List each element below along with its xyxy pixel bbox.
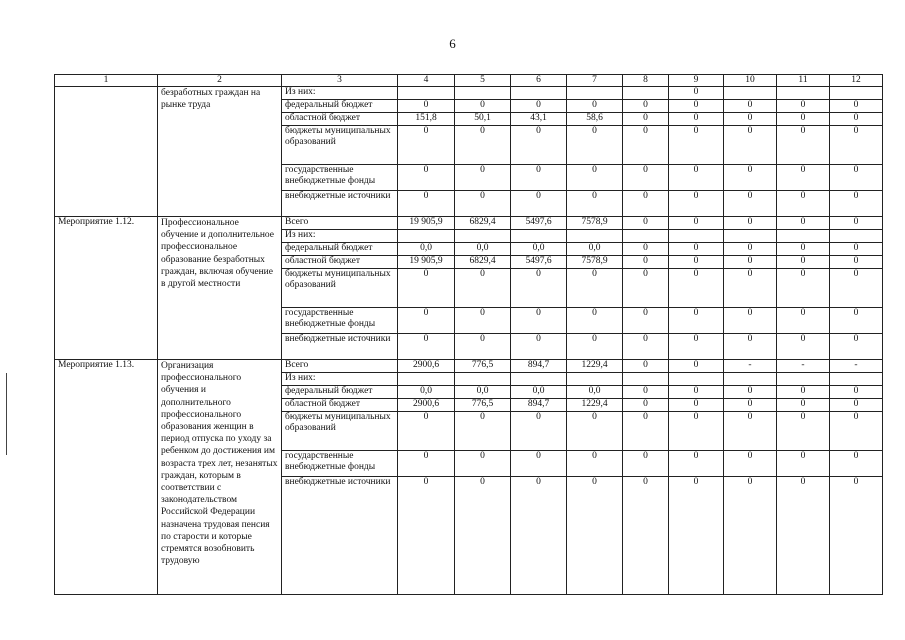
value-cell: 5497,6 [511, 256, 567, 269]
value-cell [455, 230, 511, 243]
value-cell: 0 [724, 399, 777, 412]
value-cell: 0 [777, 451, 830, 477]
value-cell: 0 [724, 477, 777, 595]
value-cell: 0 [669, 256, 724, 269]
value-cell: 58,6 [567, 113, 623, 126]
table-row [55, 87, 883, 100]
value-cell [567, 230, 623, 243]
funding-source-cell: бюджеты муниципальных образований [282, 269, 398, 308]
value-cell [511, 373, 567, 386]
header-cell: 2 [158, 75, 282, 87]
budget-table [54, 74, 883, 595]
value-cell: 0 [830, 477, 883, 595]
measure-title-cell: Профессиональное обучение и дополнительное профессиональное образование безработных граждан, включая обучение в другой местности [158, 217, 282, 360]
value-cell [724, 87, 777, 100]
value-cell: 0 [455, 412, 511, 451]
value-cell: 0 [567, 477, 623, 595]
value-cell: 0 [669, 334, 724, 360]
value-cell [567, 87, 623, 100]
value-cell: 0 [777, 100, 830, 113]
value-cell: 0 [724, 113, 777, 126]
value-cell: 6829,4 [455, 256, 511, 269]
measure-title-cell: Организация профессионального обучения и дополнительного профессионального образования женщин в период отпуска по уходу за ребенком до достижения им возраста трех лет, незанятых граждан, которым в соответствии с законодательством Российской Федерации назначена трудовая пенсия по старости и которые стремятся возобновить трудовую [158, 360, 282, 595]
value-cell: 0 [777, 308, 830, 334]
measure-id-cell [55, 87, 158, 217]
value-cell: 0 [623, 100, 669, 113]
value-cell: 0 [511, 126, 567, 165]
value-cell: 0,0 [511, 386, 567, 399]
value-cell: 0 [777, 412, 830, 451]
value-cell: 0 [511, 308, 567, 334]
value-cell: 0 [398, 100, 455, 113]
value-cell [777, 373, 830, 386]
value-cell: 6829,4 [455, 217, 511, 230]
header-cell: 3 [282, 75, 398, 87]
value-cell: 0 [669, 412, 724, 451]
value-cell: 0 [623, 243, 669, 256]
value-cell: 0 [567, 451, 623, 477]
value-cell: 0 [455, 308, 511, 334]
value-cell: 0 [567, 412, 623, 451]
funding-source-cell: внебюджетные источники [282, 191, 398, 217]
value-cell: 50,1 [455, 113, 511, 126]
value-cell: 0 [455, 191, 511, 217]
value-cell: 0 [511, 100, 567, 113]
value-cell: 776,5 [455, 360, 511, 373]
value-cell: 0 [830, 386, 883, 399]
value-cell: 0 [511, 165, 567, 191]
value-cell: 0 [777, 113, 830, 126]
value-cell [511, 230, 567, 243]
header-cell: 8 [623, 75, 669, 87]
header-cell: 11 [777, 75, 830, 87]
funding-source-cell: федеральный бюджет [282, 243, 398, 256]
value-cell: 0 [623, 191, 669, 217]
value-cell: 0 [567, 269, 623, 308]
value-cell: 0 [777, 269, 830, 308]
value-cell: 0 [777, 399, 830, 412]
value-cell: 0 [830, 100, 883, 113]
value-cell: 0 [724, 165, 777, 191]
value-cell: 0 [830, 412, 883, 451]
value-cell [567, 373, 623, 386]
value-cell [623, 373, 669, 386]
value-cell: 0 [830, 334, 883, 360]
value-cell: 0,0 [511, 243, 567, 256]
value-cell [511, 87, 567, 100]
funding-source-cell: внебюджетные источники [282, 477, 398, 595]
value-cell: 0 [830, 126, 883, 165]
value-cell: 0 [511, 477, 567, 595]
value-cell: 0 [724, 269, 777, 308]
value-cell: 0 [724, 243, 777, 256]
value-cell: 0 [669, 360, 724, 373]
margin-line [6, 373, 7, 455]
value-cell: 0 [724, 386, 777, 399]
value-cell [669, 230, 724, 243]
value-cell: - [724, 360, 777, 373]
value-cell: 0 [724, 412, 777, 451]
value-cell: 0 [398, 165, 455, 191]
value-cell: 0 [398, 269, 455, 308]
value-cell: 0 [669, 451, 724, 477]
value-cell: 0 [724, 308, 777, 334]
value-cell: 0 [511, 412, 567, 451]
value-cell: 0 [669, 113, 724, 126]
value-cell: 0 [623, 360, 669, 373]
value-cell: 0 [830, 256, 883, 269]
value-cell: 0 [724, 451, 777, 477]
value-cell: 0 [777, 243, 830, 256]
value-cell: 0 [669, 191, 724, 217]
value-cell: - [777, 360, 830, 373]
value-cell: 0 [669, 126, 724, 165]
value-cell: 0 [669, 243, 724, 256]
value-cell [724, 230, 777, 243]
value-cell [830, 230, 883, 243]
value-cell: 0 [623, 412, 669, 451]
value-cell: 7578,9 [567, 217, 623, 230]
measure-id-cell: Мероприятие 1.13. [55, 360, 158, 595]
value-cell [398, 373, 455, 386]
header-cell: 9 [669, 75, 724, 87]
value-cell: 0 [777, 191, 830, 217]
value-cell: 0 [623, 256, 669, 269]
value-cell [455, 87, 511, 100]
funding-source-cell: Из них: [282, 373, 398, 386]
value-cell: 43,1 [511, 113, 567, 126]
value-cell: 0 [623, 308, 669, 334]
funding-source-cell: областной бюджет [282, 113, 398, 126]
value-cell [777, 230, 830, 243]
value-cell: 0 [669, 399, 724, 412]
value-cell: 1229,4 [567, 360, 623, 373]
value-cell [398, 87, 455, 100]
value-cell [669, 373, 724, 386]
funding-source-cell: областной бюджет [282, 256, 398, 269]
value-cell: 0 [830, 399, 883, 412]
value-cell: 0 [455, 269, 511, 308]
value-cell [830, 373, 883, 386]
value-cell: 19 905,9 [398, 256, 455, 269]
value-cell: 0 [830, 451, 883, 477]
value-cell: 0 [623, 126, 669, 165]
value-cell: 0 [669, 165, 724, 191]
value-cell: 0 [669, 386, 724, 399]
value-cell: 0 [455, 100, 511, 113]
value-cell: 0,0 [455, 386, 511, 399]
value-cell: 0 [830, 243, 883, 256]
value-cell: 5497,6 [511, 217, 567, 230]
funding-source-cell: областной бюджет [282, 399, 398, 412]
value-cell: 19 905,9 [398, 217, 455, 230]
funding-source-cell: государственные внебюджетные фонды [282, 165, 398, 191]
value-cell: 0 [398, 334, 455, 360]
funding-source-cell: бюджеты муниципальных образований [282, 412, 398, 451]
value-cell [623, 230, 669, 243]
funding-source-cell: Из них: [282, 87, 398, 100]
value-cell: 0,0 [567, 386, 623, 399]
value-cell: 1229,4 [567, 399, 623, 412]
value-cell: 0 [777, 334, 830, 360]
funding-source-cell: Всего [282, 360, 398, 373]
value-cell: 0 [669, 477, 724, 595]
value-cell: 0 [398, 308, 455, 334]
value-cell: 0 [830, 165, 883, 191]
value-cell: 0 [398, 477, 455, 595]
value-cell: 0 [669, 269, 724, 308]
value-cell: 0 [623, 334, 669, 360]
value-cell: 0,0 [567, 243, 623, 256]
value-cell: 0 [724, 100, 777, 113]
value-cell: 0,0 [455, 243, 511, 256]
value-cell: 0 [724, 334, 777, 360]
value-cell [398, 230, 455, 243]
value-cell: 0 [669, 308, 724, 334]
value-cell: 894,7 [511, 360, 567, 373]
value-cell: 0 [623, 386, 669, 399]
header-cell: 1 [55, 75, 158, 87]
value-cell: 2900,6 [398, 399, 455, 412]
header-cell: 6 [511, 75, 567, 87]
value-cell: 0 [567, 308, 623, 334]
header-cell: 10 [724, 75, 777, 87]
funding-source-cell: федеральный бюджет [282, 386, 398, 399]
value-cell: 894,7 [511, 399, 567, 412]
header-cell: 4 [398, 75, 455, 87]
funding-source-cell: бюджеты муниципальных образований [282, 126, 398, 165]
value-cell: 0 [511, 334, 567, 360]
value-cell: 0 [623, 269, 669, 308]
header-cell: 7 [567, 75, 623, 87]
value-cell: 0 [777, 386, 830, 399]
value-cell: 0 [777, 477, 830, 595]
value-cell: 0 [724, 126, 777, 165]
funding-source-cell: федеральный бюджет [282, 100, 398, 113]
value-cell: 0 [623, 165, 669, 191]
measure-title-cell: безработных граждан на рынке труда [158, 87, 282, 217]
value-cell: 0,0 [398, 243, 455, 256]
value-cell: 0 [398, 412, 455, 451]
value-cell: - [830, 360, 883, 373]
measure-id-cell: Мероприятие 1.12. [55, 217, 158, 360]
value-cell: 0 [777, 217, 830, 230]
table-row [55, 360, 883, 373]
value-cell: 0 [567, 191, 623, 217]
value-cell: 2900,6 [398, 360, 455, 373]
header-cell: 12 [830, 75, 883, 87]
value-cell [455, 373, 511, 386]
header-row [55, 75, 883, 87]
funding-source-cell: государственные внебюджетные фонды [282, 308, 398, 334]
value-cell: 0 [567, 100, 623, 113]
value-cell [623, 87, 669, 100]
value-cell: 0 [623, 451, 669, 477]
funding-source-cell: внебюджетные источники [282, 334, 398, 360]
value-cell: 0 [669, 217, 724, 230]
value-cell: 0,0 [398, 386, 455, 399]
value-cell: 0 [777, 256, 830, 269]
value-cell: 0 [455, 334, 511, 360]
value-cell: 0 [511, 191, 567, 217]
funding-source-cell: государственные внебюджетные фонды [282, 451, 398, 477]
funding-source-cell: Из них: [282, 230, 398, 243]
value-cell [777, 87, 830, 100]
value-cell: 0 [455, 126, 511, 165]
value-cell: 0 [830, 217, 883, 230]
table-row [55, 217, 883, 230]
funding-source-cell: Всего [282, 217, 398, 230]
value-cell: 0 [830, 191, 883, 217]
value-cell: 0 [830, 113, 883, 126]
page-number: 6 [449, 36, 456, 51]
value-cell: 0 [777, 165, 830, 191]
value-cell: 0 [511, 451, 567, 477]
value-cell: 0 [669, 87, 724, 100]
value-cell: 0 [724, 217, 777, 230]
value-cell: 0 [567, 334, 623, 360]
value-cell: 0 [830, 269, 883, 308]
value-cell: 0 [724, 256, 777, 269]
value-cell: 0 [669, 100, 724, 113]
value-cell: 0 [830, 308, 883, 334]
value-cell [724, 373, 777, 386]
value-cell: 0 [623, 217, 669, 230]
value-cell: 7578,9 [567, 256, 623, 269]
value-cell: 0 [455, 451, 511, 477]
header-cell: 5 [455, 75, 511, 87]
value-cell: 0 [398, 191, 455, 217]
value-cell [830, 87, 883, 100]
value-cell: 0 [455, 165, 511, 191]
value-cell: 0 [623, 113, 669, 126]
value-cell: 0 [623, 399, 669, 412]
value-cell: 0 [567, 165, 623, 191]
value-cell: 0 [567, 126, 623, 165]
value-cell: 0 [777, 126, 830, 165]
value-cell: 0 [511, 269, 567, 308]
value-cell: 0 [724, 191, 777, 217]
value-cell: 0 [623, 477, 669, 595]
value-cell: 776,5 [455, 399, 511, 412]
value-cell: 0 [455, 477, 511, 595]
value-cell: 0 [398, 126, 455, 165]
value-cell: 151,8 [398, 113, 455, 126]
value-cell: 0 [398, 451, 455, 477]
